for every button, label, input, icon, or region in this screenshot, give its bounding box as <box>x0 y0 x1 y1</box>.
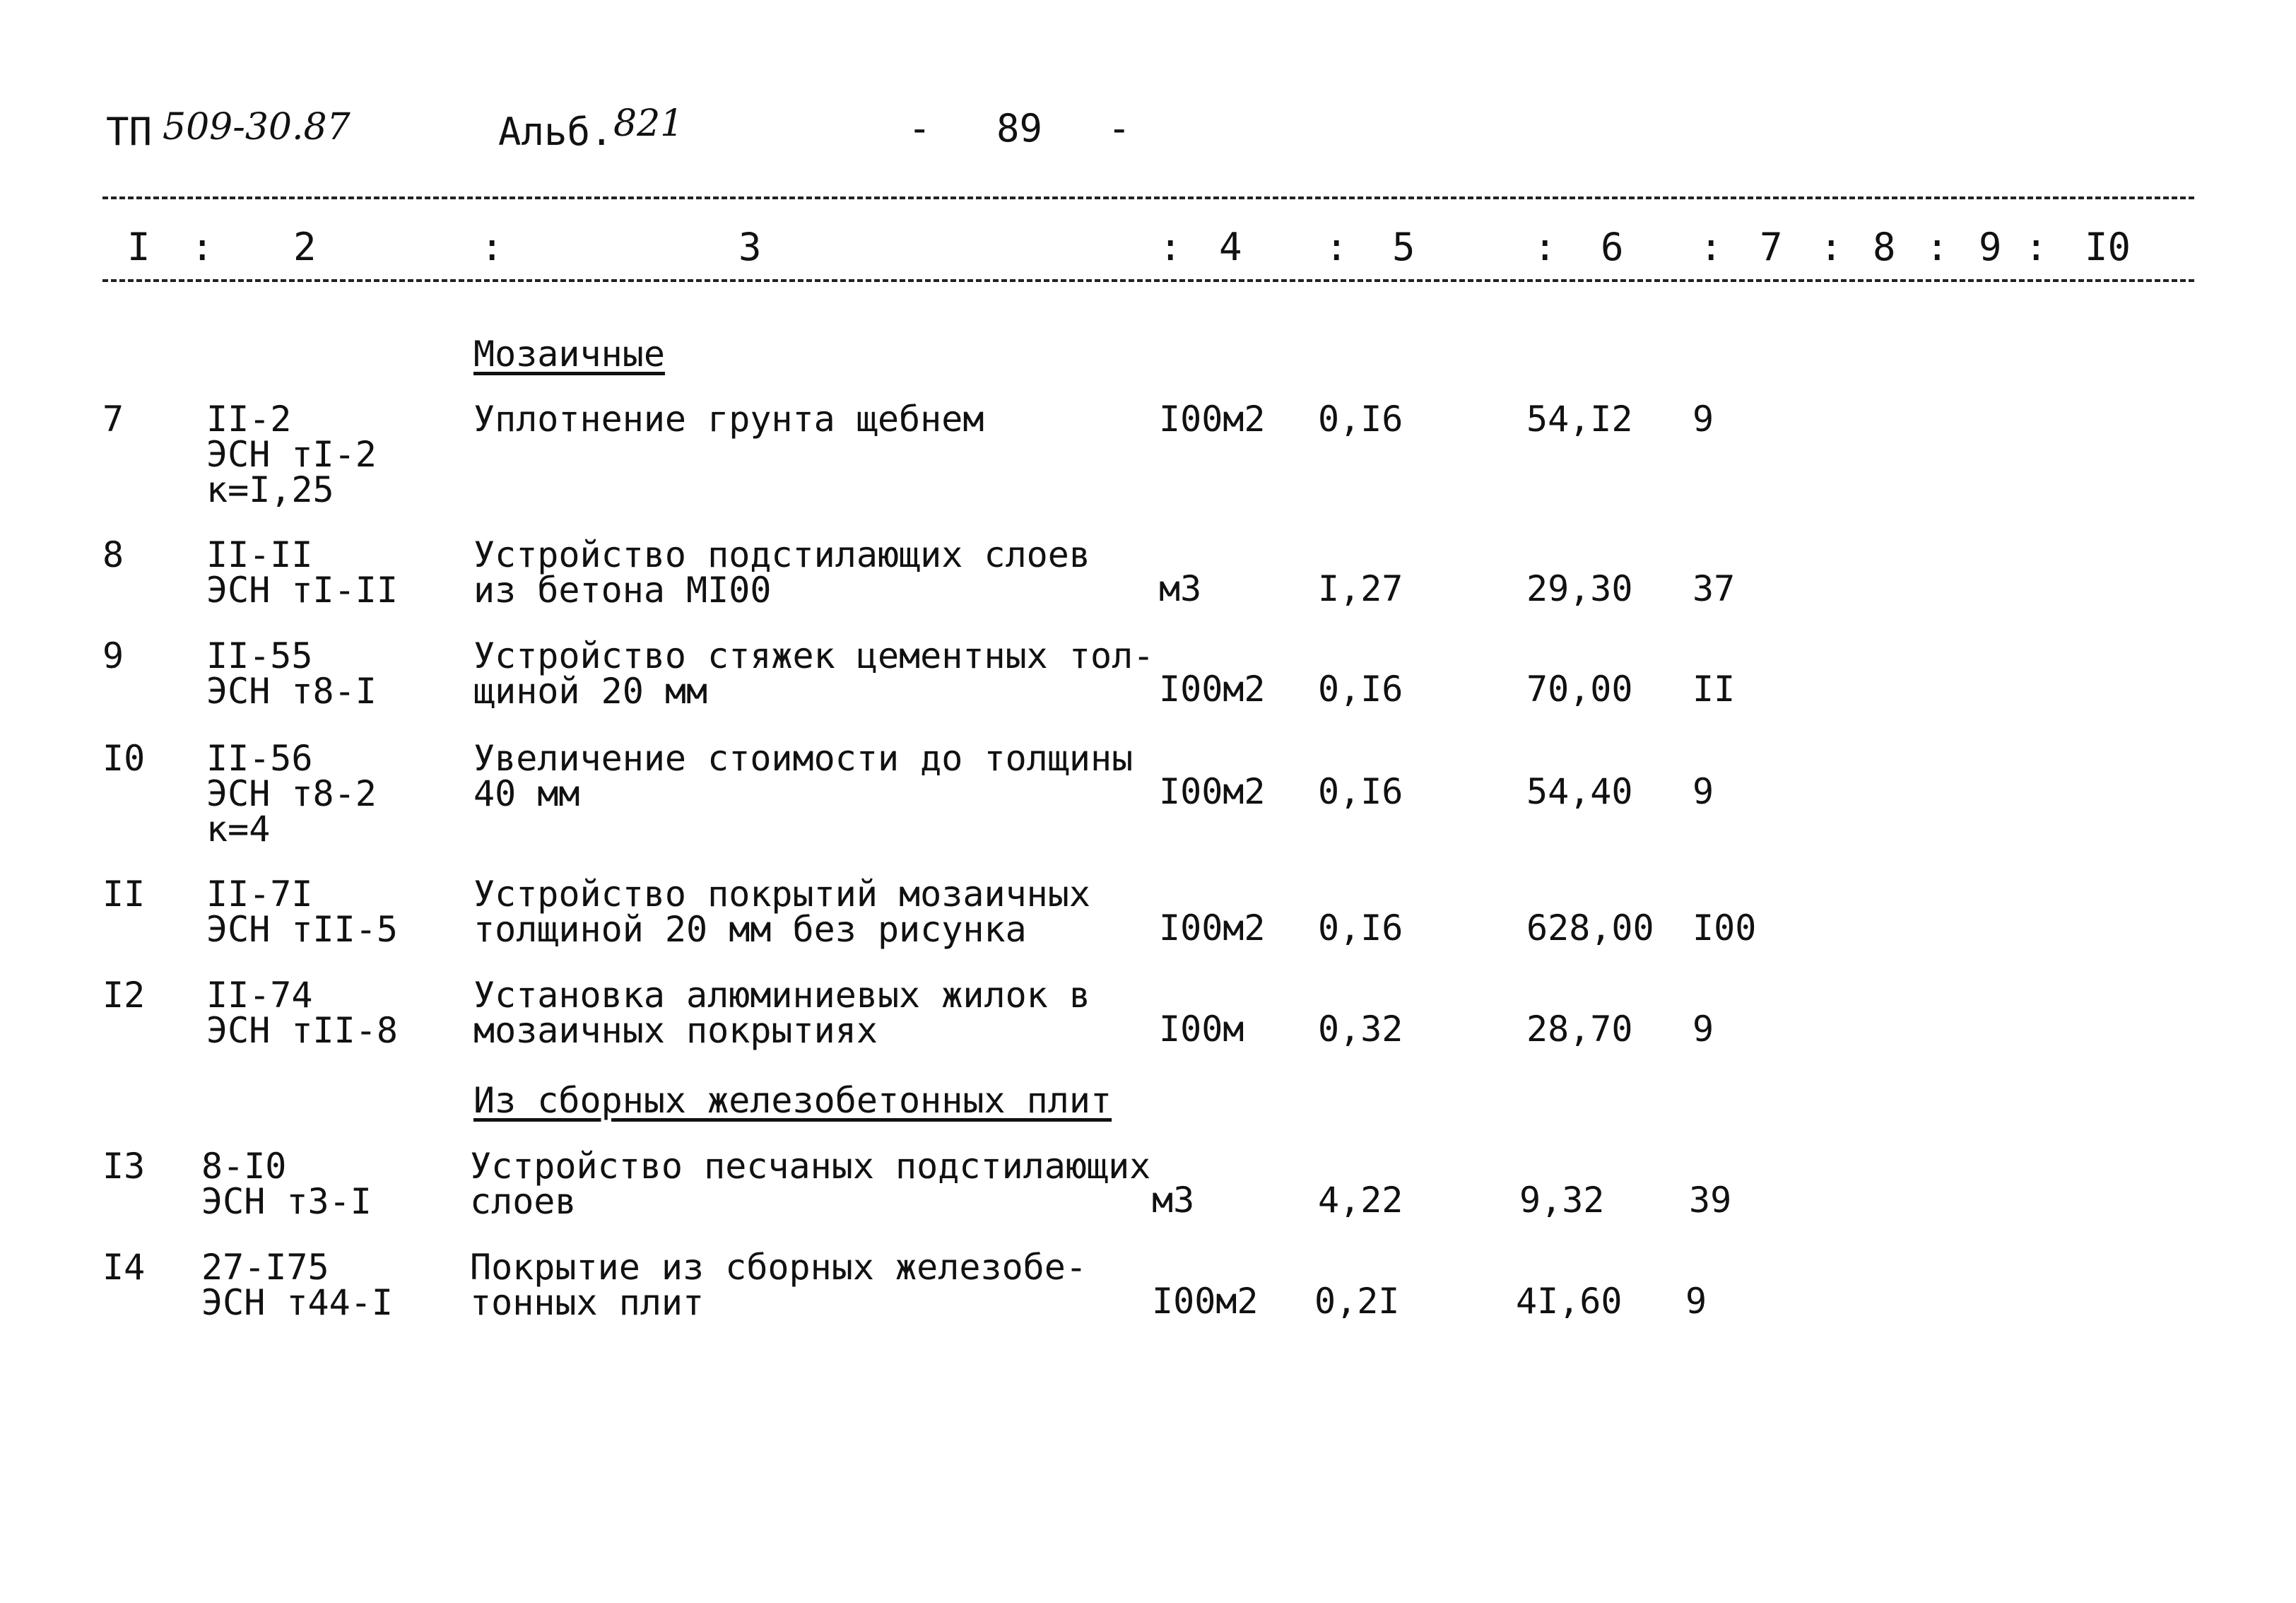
row-price: 4I,60 <box>1516 1281 1623 1322</box>
row-number: II <box>102 874 146 915</box>
row-unit: м3 <box>1152 1180 1195 1221</box>
row-number: I2 <box>102 975 146 1016</box>
row-description: Устройство стяжек цементных тол- щиной 20 мм <box>473 635 1155 712</box>
row-col7: II <box>1692 669 1736 710</box>
row-code: 27-I75 ЭСН т44-I <box>201 1247 393 1323</box>
row-number: 7 <box>102 399 124 440</box>
row-price: 628,00 <box>1526 908 1654 949</box>
row-description: Устройство песчаных подстилающих слоев <box>470 1146 1151 1222</box>
album-number: 821 <box>613 102 684 145</box>
col-header-3: : 3 <box>481 225 762 269</box>
row-unit: I00м <box>1159 1009 1244 1050</box>
col-header-1: I <box>127 225 151 269</box>
row-number: 9 <box>102 635 124 676</box>
section-title-precast: Из сборных железобетонных плит <box>473 1080 1112 1121</box>
row-quantity: 0,I6 <box>1318 399 1403 440</box>
row-code: II-74 ЭСН тII-8 <box>206 975 398 1051</box>
row-price: 54,40 <box>1526 771 1633 812</box>
row-description: Увеличение стоимости до толщины 40 мм <box>473 738 1134 814</box>
row-code: II-7I ЭСН тII-5 <box>206 874 398 950</box>
row-price: 70,00 <box>1526 669 1633 710</box>
series-label: ТП <box>106 110 153 154</box>
row-quantity: 0,I6 <box>1318 908 1403 949</box>
row-col7: 9 <box>1685 1281 1707 1322</box>
row-description: Устройство подстилающих слоев из бетона МI00 <box>473 534 1090 611</box>
row-number: I4 <box>102 1247 146 1288</box>
row-code: II-II ЭСН тI-II <box>206 534 398 611</box>
row-description: Установка алюминиевых жилок в мозаичных покрытиях <box>473 975 1090 1051</box>
row-code: II-56 ЭСН т8-2 к=4 <box>206 738 377 850</box>
row-price: 29,30 <box>1526 568 1633 609</box>
header-rule-top <box>102 196 2194 199</box>
row-unit: I00м2 <box>1159 771 1266 812</box>
row-price: 54,I2 <box>1526 399 1633 440</box>
series-number: 509-30.87 <box>163 106 351 148</box>
album-label: Альб. <box>498 110 613 154</box>
row-col7: 37 <box>1692 568 1736 609</box>
row-quantity: 0,2I <box>1314 1281 1400 1322</box>
row-col7: 9 <box>1692 399 1714 440</box>
row-col7: 9 <box>1692 1009 1714 1050</box>
row-description: Уплотнение грунта щебнем <box>473 399 984 440</box>
row-unit: I00м2 <box>1159 908 1266 949</box>
row-description: Покрытие из сборных железобе- тонных плит <box>470 1247 1087 1323</box>
row-quantity: 0,I6 <box>1318 669 1403 710</box>
row-unit: м3 <box>1159 568 1202 609</box>
row-unit: I00м2 <box>1159 399 1266 440</box>
header-rule-bottom <box>102 279 2194 282</box>
col-header-2: : 2 <box>191 225 317 269</box>
row-unit: I00м2 <box>1152 1281 1259 1322</box>
col-header-8: : 8 <box>1820 225 1896 269</box>
col-header-9: : 9 <box>1926 225 2002 269</box>
row-quantity: 4,22 <box>1318 1180 1403 1221</box>
col-header-10: : I0 <box>2025 225 2131 269</box>
row-quantity: 0,32 <box>1318 1009 1403 1050</box>
row-price: 9,32 <box>1519 1180 1605 1221</box>
col-header-5: : 5 <box>1325 225 1415 269</box>
row-code: II-2 ЭСН тI-2 к=I,25 <box>206 399 377 510</box>
row-quantity: 0,I6 <box>1318 771 1403 812</box>
page-number: - 89 - <box>908 106 1131 151</box>
row-description: Устройство покрытий мозаичных толщиной 20 мм без рисунка <box>473 874 1090 950</box>
col-header-7: : 7 <box>1700 225 1783 269</box>
row-number: 8 <box>102 534 124 575</box>
col-header-4: : 4 <box>1159 225 1242 269</box>
row-number: I3 <box>102 1146 146 1187</box>
row-col7: 9 <box>1692 771 1714 812</box>
row-col7: I00 <box>1692 908 1757 949</box>
row-unit: I00м2 <box>1159 669 1266 710</box>
row-quantity: I,27 <box>1318 568 1403 609</box>
section-title-mosaic: Мозаичные <box>473 334 665 375</box>
row-price: 28,70 <box>1526 1009 1633 1050</box>
row-code: II-55 ЭСН т8-I <box>206 635 377 712</box>
row-code: 8-I0 ЭСН т3-I <box>201 1146 372 1222</box>
row-col7: 39 <box>1689 1180 1732 1221</box>
col-header-6: : 6 <box>1533 225 1624 269</box>
row-number: I0 <box>102 738 146 779</box>
